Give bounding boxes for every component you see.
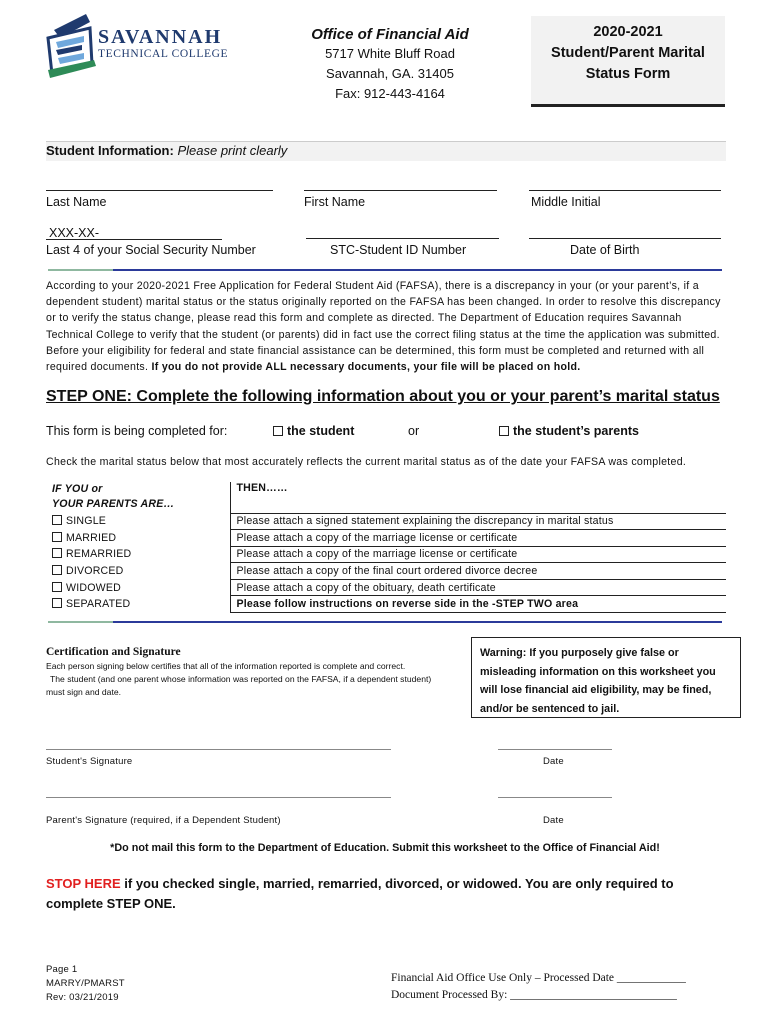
office-use-processed-by: Document Processed By: _____________________________: [391, 989, 677, 1001]
option-student-label: the student: [287, 424, 355, 438]
middle-initial-field[interactable]: [529, 190, 721, 191]
ssn-label: Last 4 of your Social Security Number: [46, 243, 256, 257]
head-left-line2: YOUR PARENTS ARE…: [52, 498, 175, 510]
widowed-checkbox[interactable]: [52, 582, 62, 592]
status-widowed[interactable]: [46, 579, 230, 596]
step-one-heading: STEP ONE: Complete the following information about you or your parent’s marital status: [46, 388, 720, 405]
stc-id-field[interactable]: [306, 238, 499, 239]
ssn-prefix: XXX-XX-: [49, 226, 100, 240]
parent-signature-field[interactable]: [46, 797, 391, 798]
parent-date-label: Date: [543, 815, 564, 826]
dob-label: Date of Birth: [570, 243, 640, 257]
option-student[interactable]: [273, 424, 354, 438]
no-mail-notice: *Do not mail this form to the Department of Education. Submit this worksheet to the Office of Financial Aid!: [110, 842, 660, 854]
status-instruction: Please attach a copy of the obituary, death certificate: [230, 579, 726, 596]
stop-here-notice: [46, 874, 726, 914]
status-married[interactable]: [46, 530, 230, 547]
intro-paragraph: [46, 278, 726, 375]
divorced-checkbox[interactable]: [52, 565, 62, 575]
table-row: [46, 530, 726, 547]
page-number: Page 1: [46, 964, 78, 975]
intro-text: According to your 2020-2021 Free Application for Federal Student Aid (FAFSA), there is a discrepancy in your (or your parent’s, if a dependent student) marital status or the status originally reported on the FAFSA has been changed. In order to resolve this discrepancy or to verify the status change, please read this form and complete as directed. The Department of Education requires Savannah Technical College to verify that the student (or parents) did in fact use the correct filing status at the time the application was submitted. Before your eligibility for federal and state financial assistance can be determined, this form must be completed and returned with all required documents.: [46, 280, 721, 374]
section-rule: [113, 269, 722, 271]
rule-accent: [48, 621, 113, 623]
form-title: Student/Parent Marital: [551, 45, 705, 61]
office-use-processed-date: Financial Aid Office Use Only – Processed Date ____________: [391, 972, 686, 984]
table-row: [46, 579, 726, 596]
office-address-block: [290, 26, 490, 103]
status-label: SEPARATED: [66, 598, 131, 611]
head-left-line1: IF YOU or: [52, 483, 103, 495]
section-rule: [113, 621, 722, 623]
rule-accent: [48, 269, 113, 271]
table-head-left: [46, 482, 230, 513]
option-parents-label: the student’s parents: [513, 424, 639, 438]
status-instruction: Please attach a copy of the marriage license or certificate: [230, 546, 726, 563]
office-use-block: [391, 970, 686, 1004]
logo-subtitle: TECHNICAL COLLEGE: [98, 48, 229, 60]
certification-title: Certification and Signature: [46, 646, 181, 658]
status-divorced[interactable]: [46, 563, 230, 580]
remarried-checkbox[interactable]: [52, 548, 62, 558]
form-year: 2020-2021: [593, 24, 663, 40]
parents-checkbox[interactable]: [499, 426, 509, 436]
student-info-instruction: Please print clearly: [177, 143, 288, 158]
or-label: or: [408, 424, 420, 438]
status-label: MARRIED: [66, 531, 117, 544]
status-label: REMARRIED: [66, 548, 132, 561]
status-instruction: Please attach a copy of the final court ordered divorce decree: [230, 563, 726, 580]
form-title-box: [531, 16, 725, 107]
status-label: DIVORCED: [66, 565, 124, 578]
stop-here-text: if you checked single, married, remarried, divorced, or widowed. You are only required to complete STEP ONE.: [46, 876, 674, 911]
marital-status-table: [46, 482, 726, 613]
office-title: Office of Financial Aid: [311, 26, 469, 43]
status-instruction: Please attach a copy of the marriage license or certificate: [230, 530, 726, 547]
status-separated[interactable]: [46, 596, 230, 613]
certification-line-3: must sign and date.: [46, 687, 122, 697]
student-date-field[interactable]: [498, 749, 612, 750]
check-instruction: Check the marital status below that most accurately reflects the current marital status as of the date your FAFSA was completed.: [46, 456, 687, 468]
middle-initial-label: Middle Initial: [531, 195, 601, 209]
status-remarried[interactable]: [46, 546, 230, 563]
footer-meta: [46, 963, 125, 1005]
form-code: MARRY/PMARST: [46, 978, 125, 989]
dob-field[interactable]: [529, 238, 721, 239]
student-checkbox[interactable]: [273, 426, 283, 436]
form-subtitle: Status Form: [585, 66, 671, 82]
student-date-label: Date: [543, 756, 564, 767]
address-line-1: 5717 White Bluff Road: [325, 46, 455, 61]
status-instruction: Please follow instructions on reverse side in the -STEP TWO area: [230, 596, 726, 613]
parent-date-field[interactable]: [498, 797, 612, 798]
warning-box: Warning: If you purposely give false or misleading information on this worksheet you will lose financial aid eligibility, may be fined, and/or be sentenced to jail.: [471, 637, 741, 718]
status-label: WIDOWED: [66, 581, 121, 594]
parent-signature-label: Parent's Signature (required, if a Dependent Student): [46, 815, 281, 826]
table-row: [46, 513, 726, 530]
table-row: [46, 596, 726, 613]
last-name-label: Last Name: [46, 195, 107, 209]
last-name-field[interactable]: [46, 190, 273, 191]
married-checkbox[interactable]: [52, 532, 62, 542]
status-label: SINGLE: [66, 515, 107, 528]
ssn-field[interactable]: [46, 239, 222, 240]
table-row: [46, 546, 726, 563]
status-instruction: Please attach a signed statement explaining the discrepancy in marital status: [230, 513, 726, 530]
certification-body: [46, 660, 466, 699]
student-signature-field[interactable]: [46, 749, 391, 750]
separated-checkbox[interactable]: [52, 598, 62, 608]
stc-id-label: STC-Student ID Number: [330, 243, 467, 257]
intro-warning: If you do not provide ALL necessary documents, your file will be placed on hold.: [151, 361, 581, 374]
certification-line-1: Each person signing below certifies that all of the information reported is complete and correct.: [46, 661, 406, 671]
single-checkbox[interactable]: [52, 515, 62, 525]
address-line-2: Savannah, GA. 31405: [326, 66, 454, 81]
status-single[interactable]: [46, 513, 230, 530]
table-header-row: [46, 482, 726, 513]
fax-line: Fax: 912-443-4164: [335, 86, 445, 101]
student-signature-label: Student's Signature: [46, 756, 133, 767]
logo-wordmark: SAVANNAH: [98, 26, 223, 48]
stop-here-label: STOP HERE: [46, 876, 121, 891]
table-head-right: THEN……: [230, 482, 726, 513]
student-info-header: [46, 141, 726, 161]
first-name-field[interactable]: [304, 190, 497, 191]
table-row: [46, 563, 726, 580]
first-name-label: First Name: [304, 195, 366, 209]
completed-for-label: This form is being completed for:: [46, 424, 228, 438]
revision-date: Rev: 03/21/2019: [46, 992, 119, 1003]
student-info-heading: Student Information:: [46, 143, 174, 158]
certification-line-2: The student (and one parent whose information was reported on the FAFSA, if a dependent student): [50, 674, 432, 684]
option-parents[interactable]: [499, 424, 639, 438]
